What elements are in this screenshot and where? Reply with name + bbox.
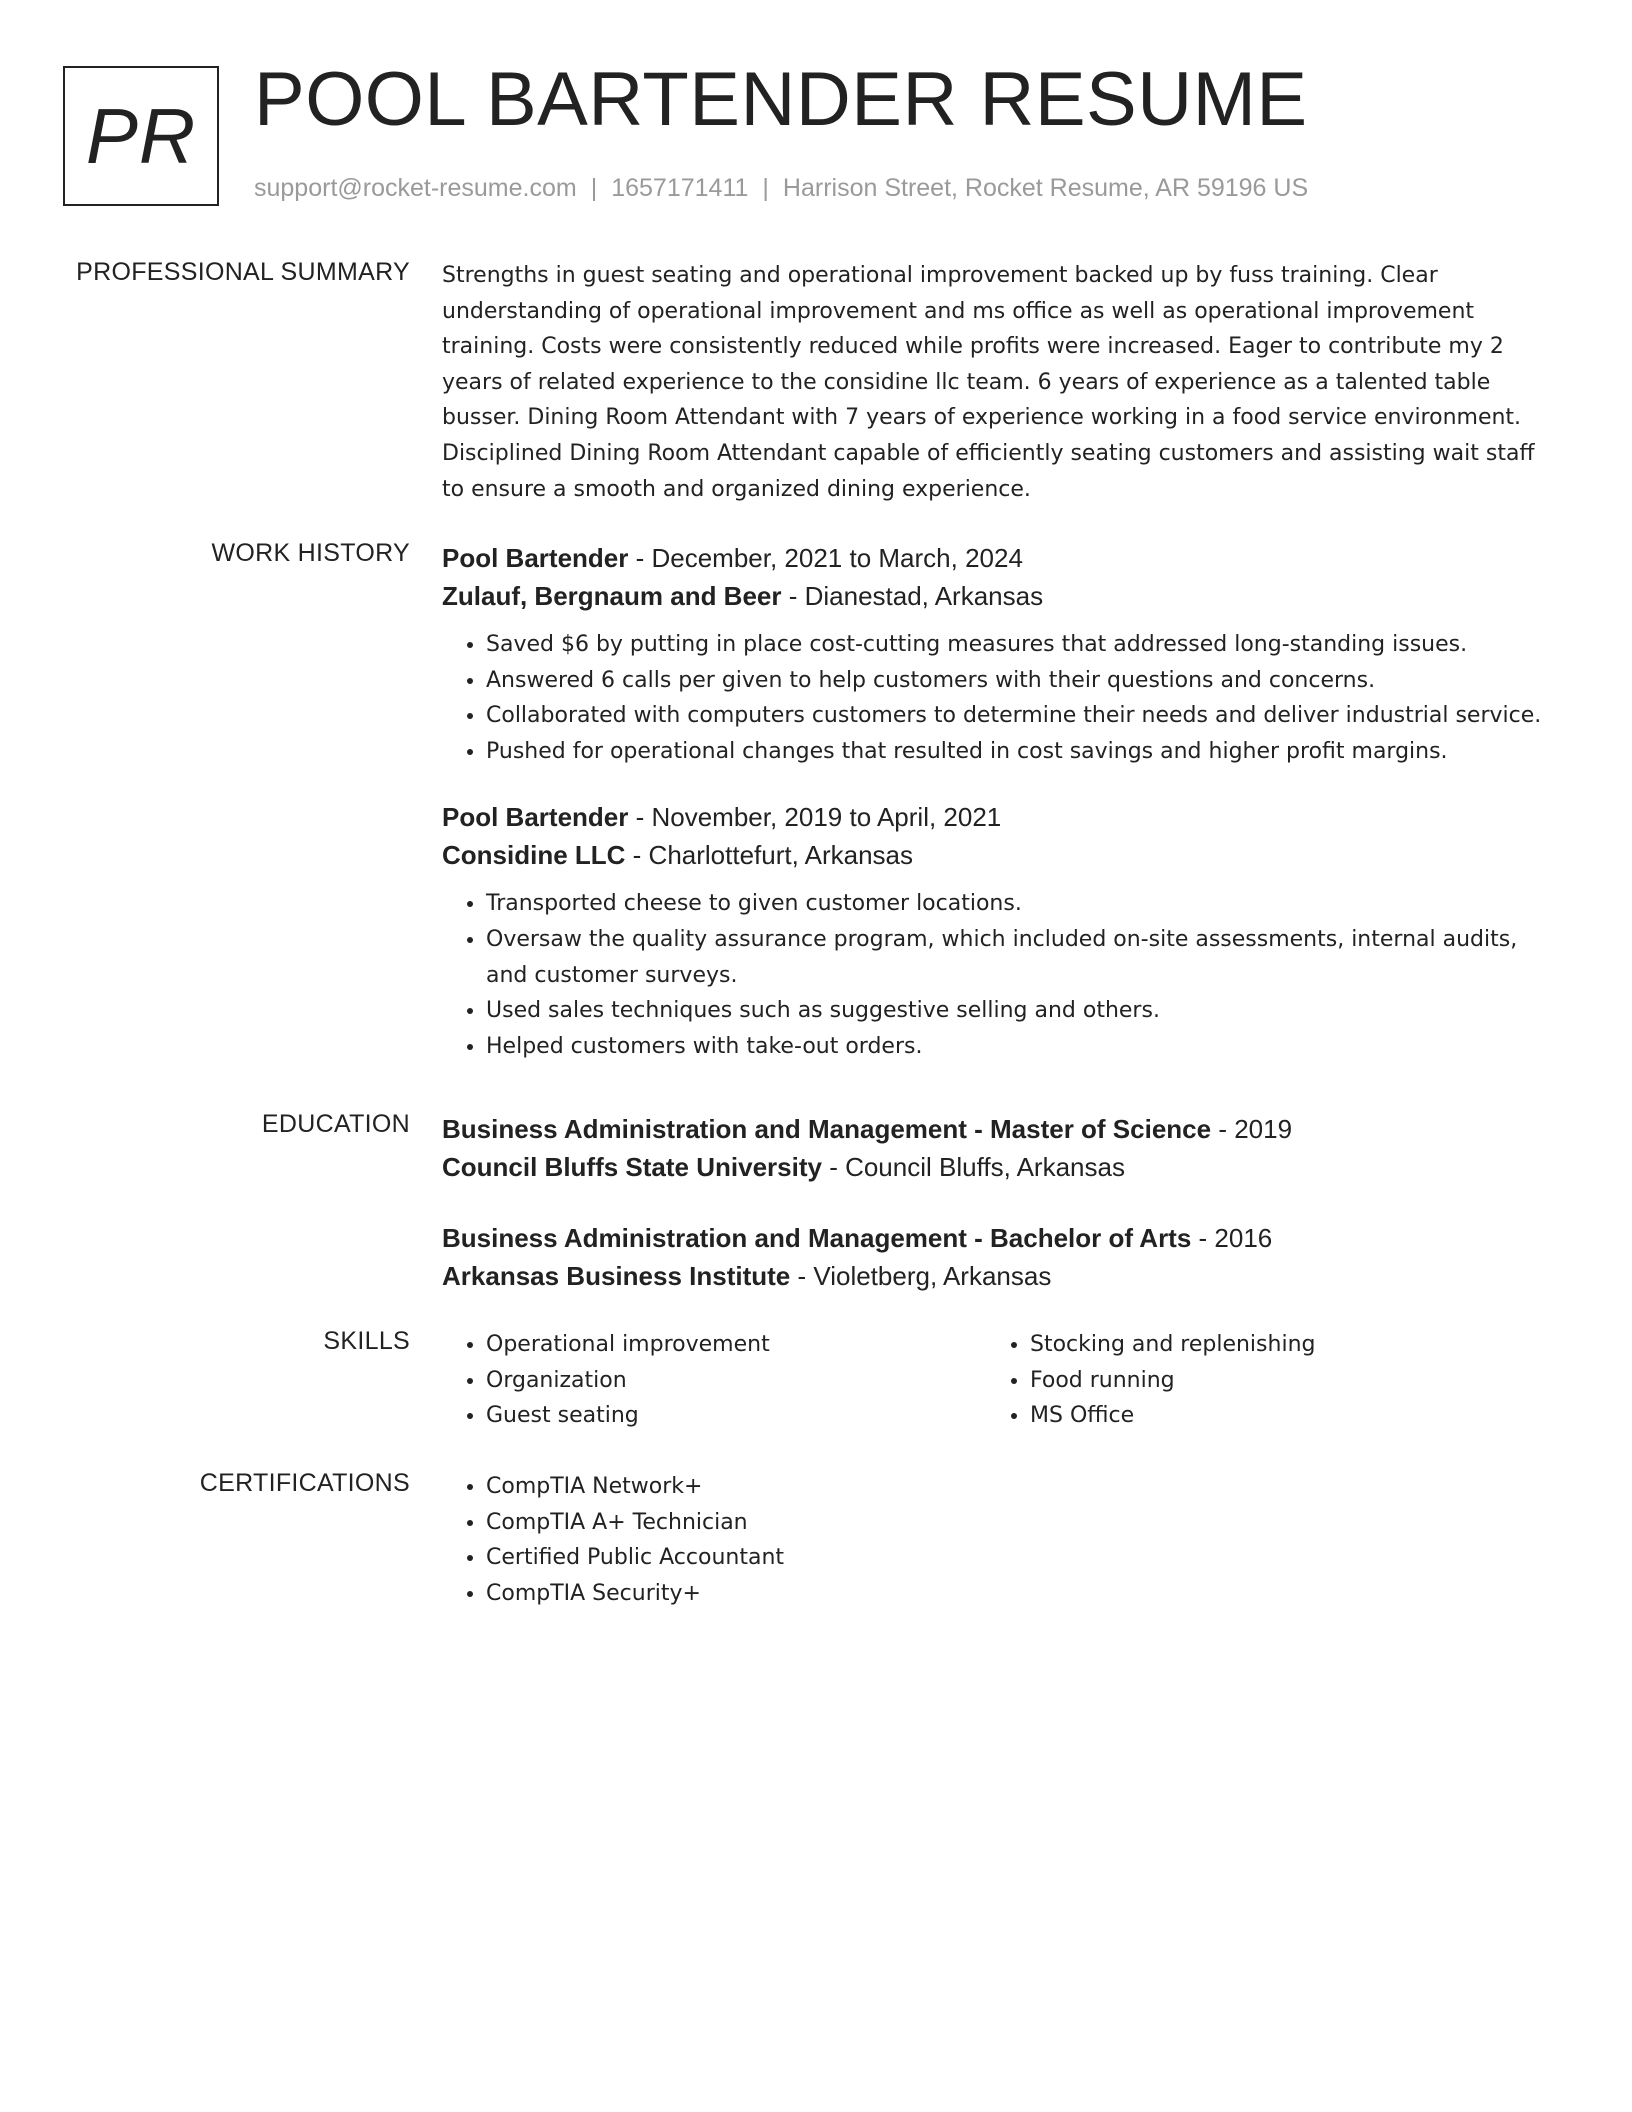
job-company: Considine LLC [442,840,626,871]
school-line [442,1148,1552,1186]
contact-address: Harrison Street, Rocket Resume, AR 59196 US [782,174,1309,202]
job-entry [442,798,1552,1064]
contact-separator: | [590,174,598,202]
contact-line [254,174,1308,203]
job-duty: • Transported cheese to given customer locations. [486,886,1552,922]
school-name: Council Bluffs State University [442,1152,822,1182]
job-dates: - November, 2019 to April, 2021 [628,802,1002,833]
job-title: Pool Bartender [442,802,629,833]
job-duties-list [442,886,1552,1064]
skills-column-left [442,1327,986,1434]
skills-body [442,1327,1552,1434]
job-title: Pool Bartender [442,543,629,573]
skill-item: • Stocking and replenishing [1030,1327,1530,1363]
job-duties-list [442,627,1552,769]
school-location: - Council Bluffs, Arkansas [821,1152,1125,1182]
certification-item: • CompTIA Network+ [486,1469,1552,1505]
degree-line [442,1219,1552,1257]
job-dates: - December, 2021 to March, 2024 [628,543,1023,573]
section-label-work-history: WORK HISTORY [211,539,410,567]
skill-item: • MS Office [1030,1398,1530,1434]
degree-year: - 2019 [1211,1114,1293,1144]
job-company: Zulauf, Bergnaum and Beer [442,581,782,611]
skill-item: • Organization [486,1363,986,1399]
job-duty: • Oversaw the quality assurance program, which included on-site assessments, internal audits, and customer surveys. [486,922,1552,993]
school-location: - Violetberg, Arkansas [790,1261,1052,1291]
job-duty: • Helped customers with take-out orders. [486,1029,1552,1065]
certification-item: • CompTIA Security+ [486,1576,1552,1612]
job-duty: • Answered 6 calls per given to help customers with their questions and concerns. [486,663,1552,699]
job-title-line [442,539,1552,577]
job-entry [442,539,1552,769]
skill-item: • Guest seating [486,1398,986,1434]
education-entry [442,1110,1552,1186]
contact-phone: 1657171411 [611,174,749,202]
section-label-summary: PROFESSIONAL SUMMARY [76,258,410,286]
initials-monogram: PR [63,66,219,206]
job-duty: • Collaborated with computers customers to determine their needs and deliver industrial service. [486,698,1552,734]
section-label-certifications: CERTIFICATIONS [199,1469,410,1497]
skills-columns [442,1327,1552,1434]
summary-text: Strengths in guest seating and operational improvement backed up by fuss training. Clear understanding of operational improvement and ms office as well as operational improvement training. Costs were consistently reduced while profits were increased. Eager to contribute my 2 years of related experience to the considine llc team. 6 years of experience as a talented table busser. Dining Room Attendant with 7 years of experience working in a food service environment. Disciplined Dining Room Attendant capable of efficiently seating customers and assisting wait staff to ensure a smooth and organized dining experience. [442,263,1535,502]
degree-year: - 2016 [1191,1223,1273,1253]
degree-name: Business Administration and Management - Bachelor of Arts [442,1223,1192,1253]
job-location: - Charlottefurt, Arkansas [625,840,913,871]
school-name: Arkansas Business Institute [442,1261,791,1291]
job-company-line [442,836,1552,874]
work-history-body [442,539,1552,1064]
job-company-line [442,577,1552,615]
education-body [442,1110,1552,1295]
resume-title: POOL BARTENDER RESUME [254,57,1308,142]
degree-name: Business Administration and Management - Master of Science [442,1114,1212,1144]
certifications-list [442,1469,1552,1611]
job-duty: • Used sales techniques such as suggestive selling and others. [486,993,1552,1029]
job-location: - Dianestad, Arkansas [781,581,1044,611]
skill-item: • Operational improvement [486,1327,986,1363]
skills-column-right [986,1327,1530,1434]
certification-item: • CompTIA A+ Technician [486,1505,1552,1541]
skills-list [986,1327,1530,1434]
job-title-line [442,798,1552,836]
contact-separator: | [762,174,769,202]
section-label-education: EDUCATION [261,1110,410,1138]
school-line [442,1257,1552,1295]
job-duty: • Saved $6 by putting in place cost-cutting measures that addressed long-standing issues. [486,627,1552,663]
contact-email: support@rocket-resume.com [254,174,577,202]
degree-line [442,1110,1552,1148]
certification-item: • Certified Public Accountant [486,1540,1552,1576]
education-entry [442,1219,1552,1295]
section-label-skills: SKILLS [323,1327,410,1355]
skills-list [442,1327,986,1434]
certifications-body [442,1469,1552,1611]
summary-body [442,258,1552,507]
skill-item: • Food running [1030,1363,1530,1399]
job-duty: • Pushed for operational changes that resulted in cost savings and higher profit margins. [486,734,1552,770]
